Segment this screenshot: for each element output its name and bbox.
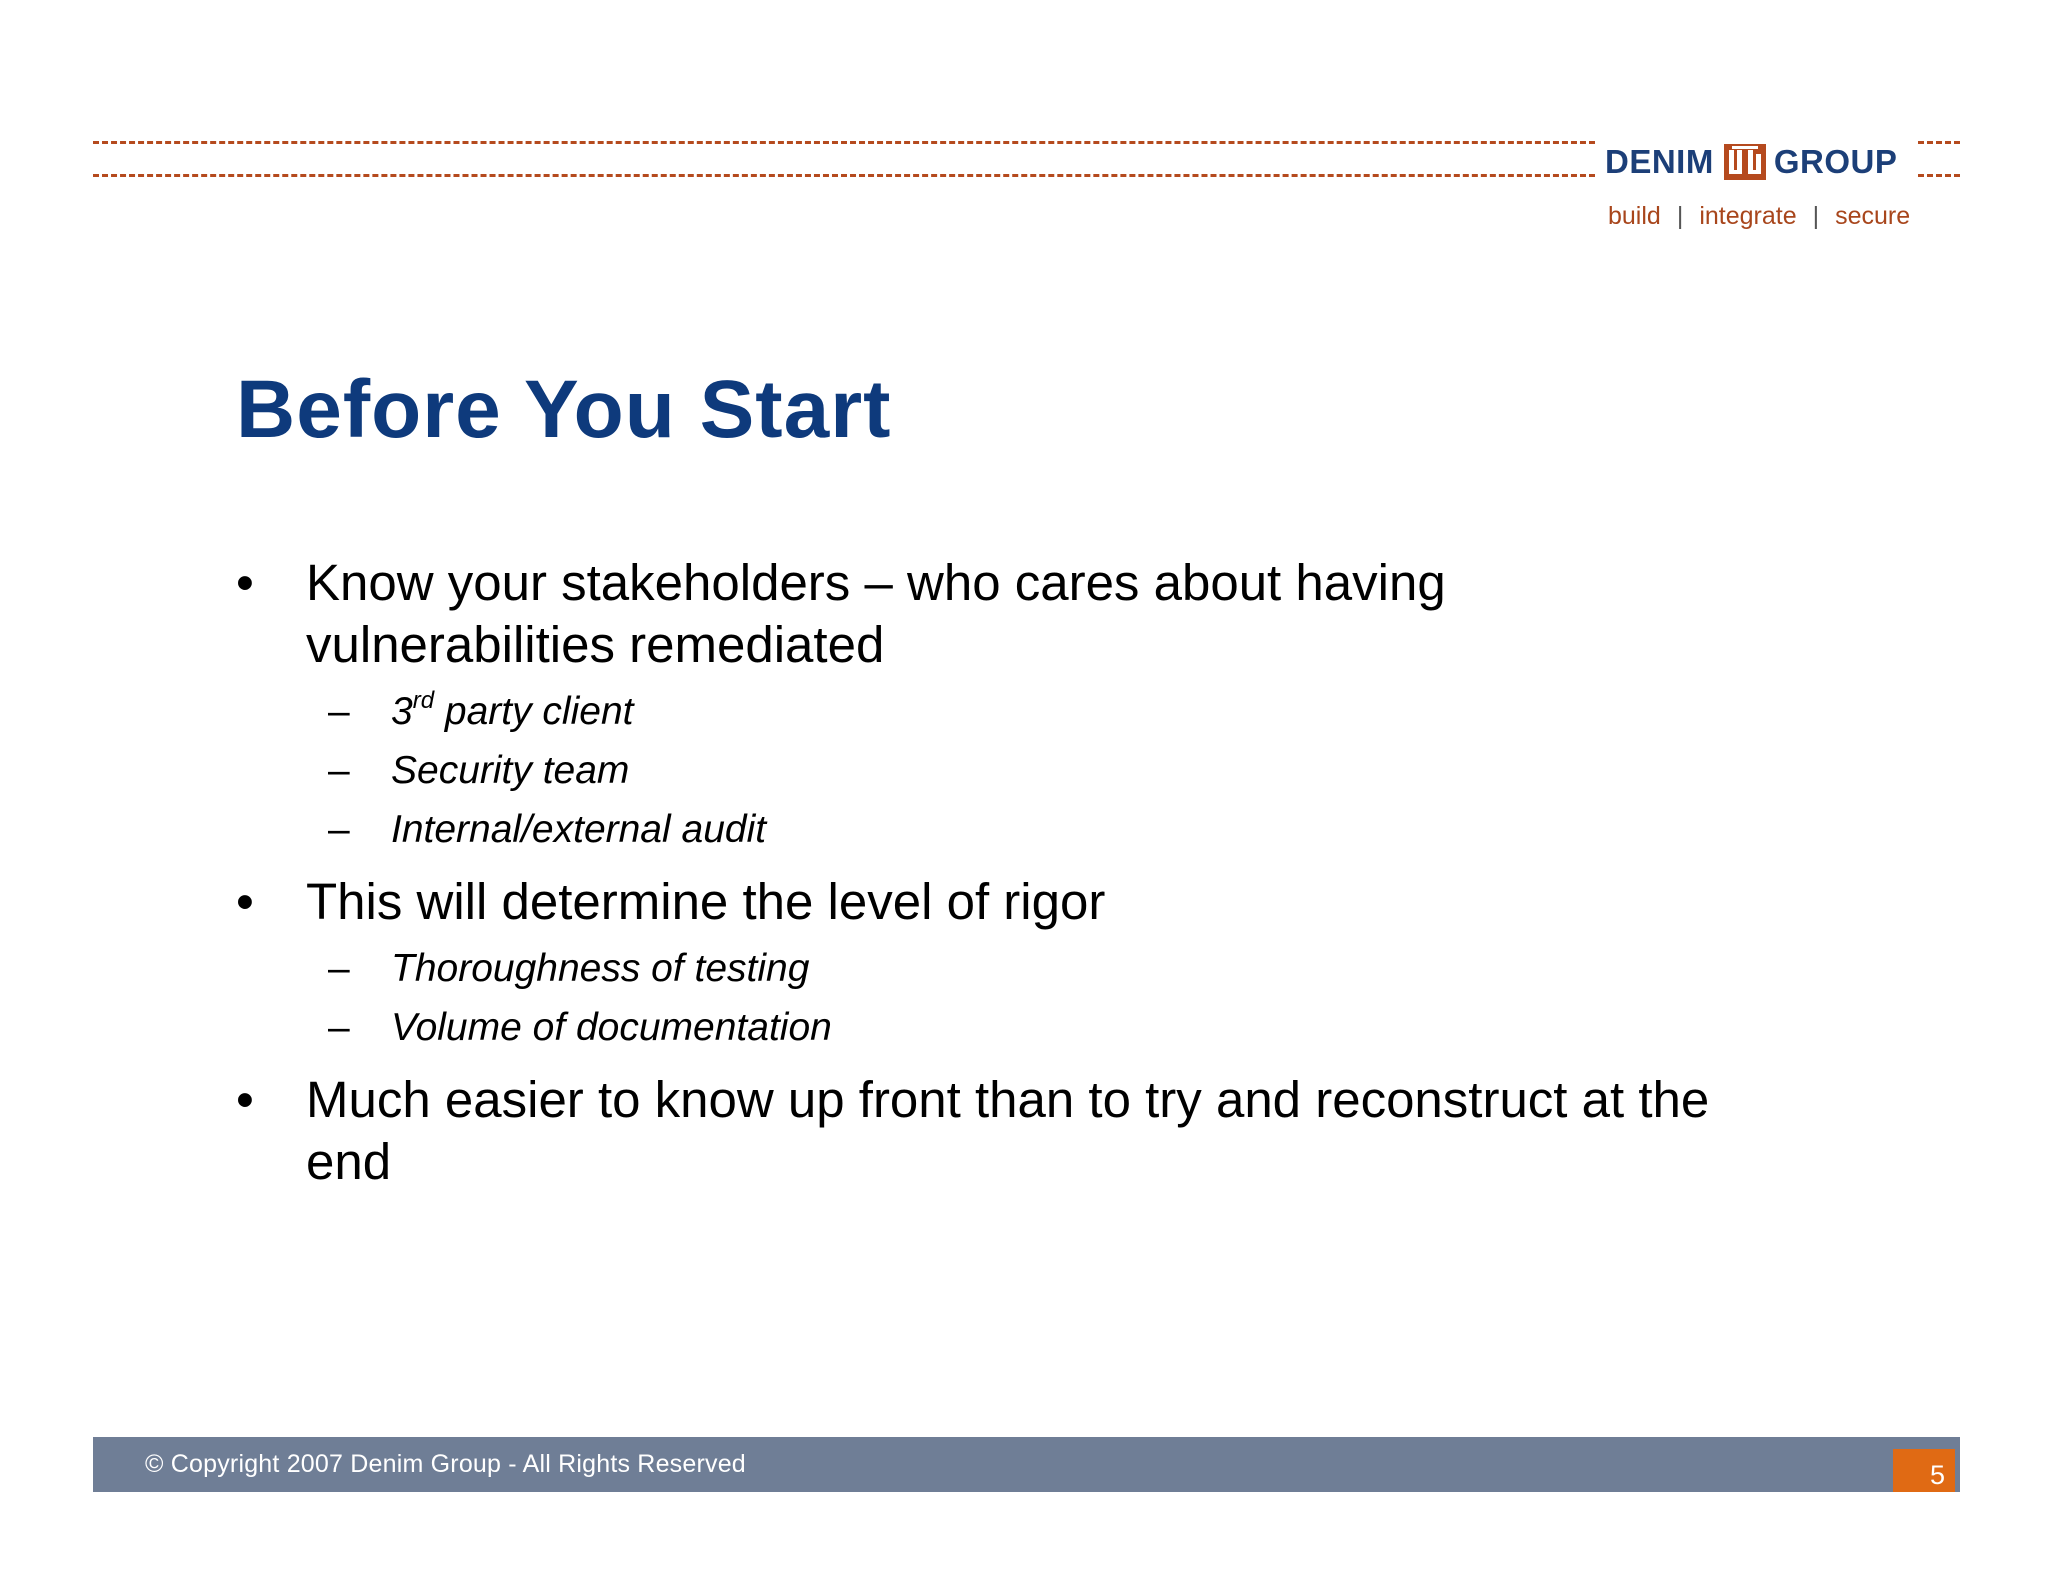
sub-bullet-text: party client (434, 690, 634, 733)
bullet-text-line: vulnerabilities remediated (306, 616, 885, 673)
header-dashed-stub-top (1918, 141, 1960, 144)
bullet-glyph: • (236, 873, 254, 930)
sub-bullet-item (236, 682, 1796, 741)
sub-bullet-text: Thoroughness of testing (391, 947, 810, 990)
logo-word-group: GROUP (1773, 143, 1898, 180)
page-number-badge (1893, 1449, 1955, 1492)
footer-copyright: © Copyright 2007 Denim Group - All Rights Reserved (145, 1450, 746, 1478)
bullet-text-line: This will determine the level of rigor (306, 873, 1106, 930)
logo-word-denim: DENIM (1605, 143, 1714, 180)
slide-title: Before You Start (236, 364, 892, 455)
denim-group-dg-logo-icon (1724, 144, 1766, 180)
sub-bullet-text: Volume of documentation (391, 1006, 832, 1049)
bullet-text-line: Much easier to know up front than to try and reconstruct at the (306, 1071, 1710, 1128)
sub-bullet-number: 3 (391, 690, 413, 733)
bullet-item (236, 1069, 1796, 1193)
header-dashed-stub-bottom (1918, 174, 1960, 177)
sub-bullet-text: Security team (391, 749, 630, 792)
sub-bullet-glyph: – (328, 808, 350, 851)
logo-tagline (1608, 198, 1918, 234)
slide-content (236, 552, 1796, 1193)
sub-bullet-item (236, 998, 1796, 1057)
sub-bullet-text: Internal/external audit (391, 808, 767, 851)
header-dashed-rule-top (93, 141, 1595, 144)
tagline-secure: secure (1835, 201, 1911, 230)
sub-bullet-glyph: – (328, 947, 350, 990)
sub-bullet-glyph: – (328, 749, 350, 792)
tagline-build: build (1608, 201, 1661, 230)
sub-bullet-item (236, 939, 1796, 998)
tagline-separator: | (1676, 201, 1684, 230)
bullet-text-line: Know your stakeholders – who cares about having (306, 554, 1446, 611)
sub-bullet-glyph: – (328, 1006, 350, 1049)
footer-bar (93, 1437, 1960, 1492)
bullet-text-line: end (306, 1133, 392, 1190)
bullet-glyph: • (236, 554, 254, 611)
bullet-item (236, 552, 1796, 676)
tagline-integrate: integrate (1699, 201, 1797, 230)
bullet-item (236, 871, 1796, 933)
sub-bullet-item (236, 800, 1796, 859)
bullet-glyph: • (236, 1071, 254, 1128)
sub-bullet-item (236, 741, 1796, 800)
sub-bullet-glyph: – (328, 690, 350, 733)
denim-group-logo (1605, 140, 1909, 184)
tagline-separator: | (1812, 201, 1820, 230)
page-number: 5 (1929, 1460, 1945, 1490)
header-dashed-rule-bottom (93, 174, 1595, 177)
sub-bullet-superscript: rd (412, 687, 435, 714)
